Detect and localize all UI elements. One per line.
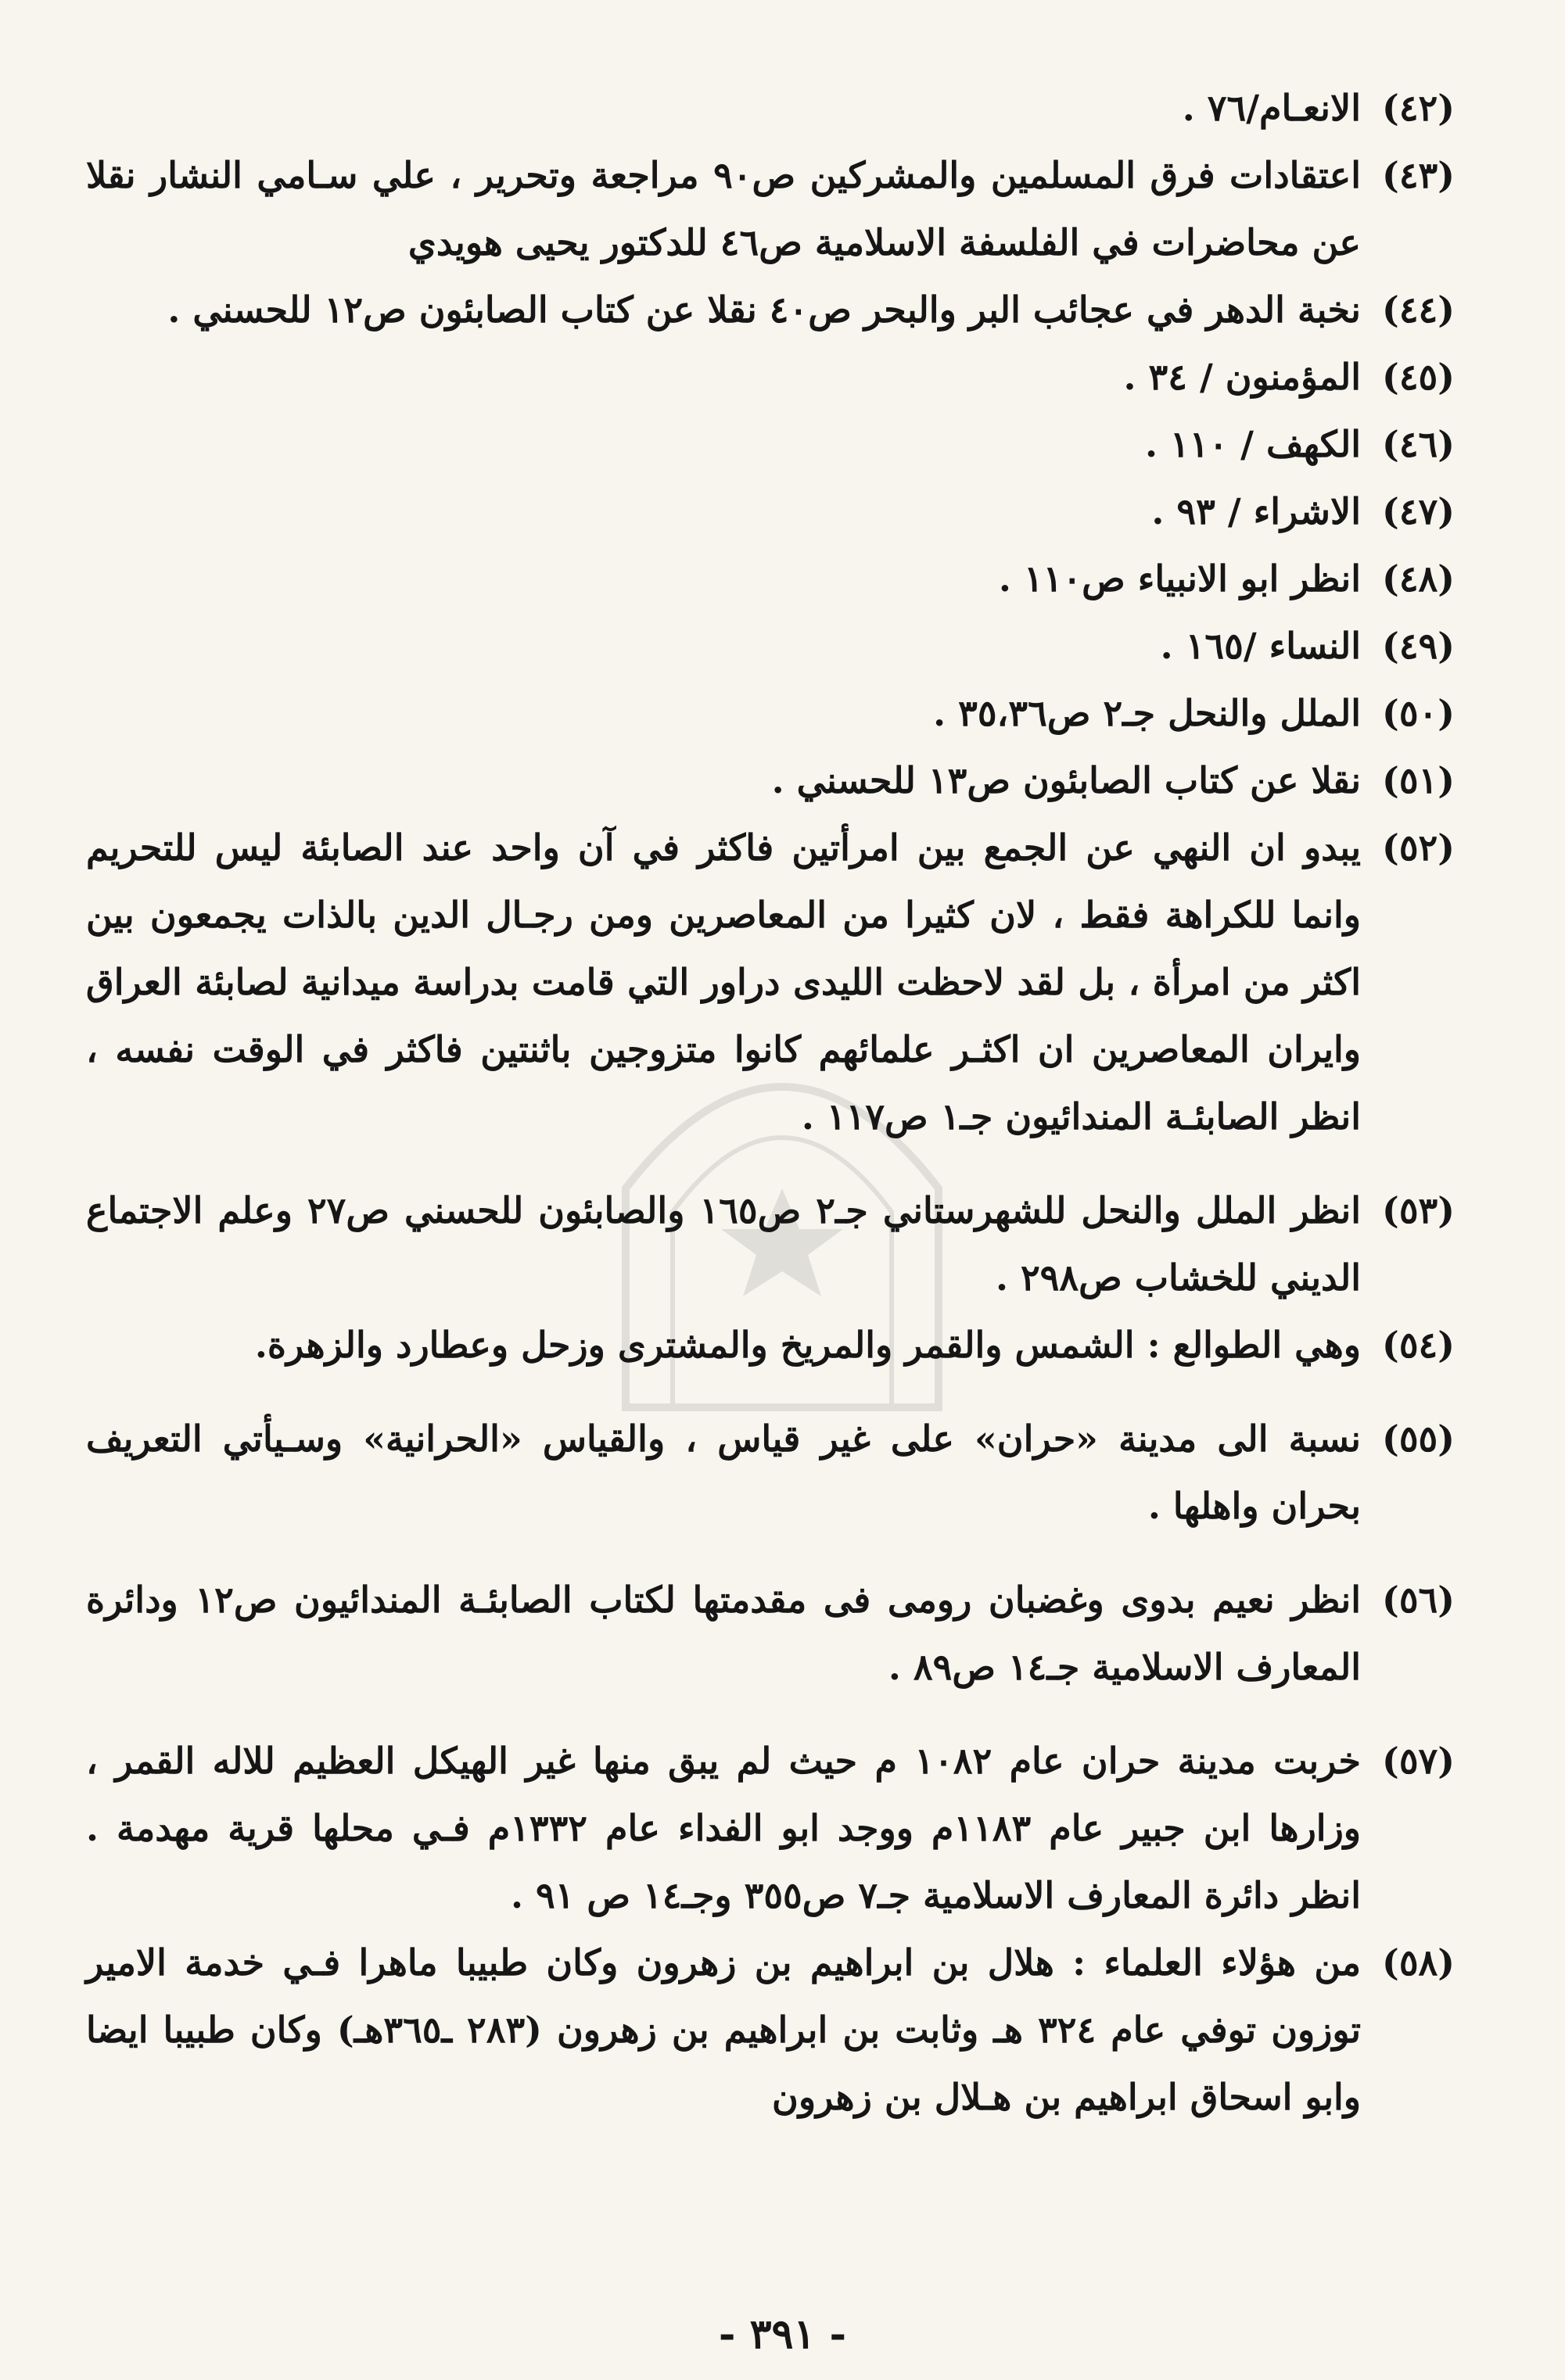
footnote-54 (86, 1311, 1455, 1378)
footnote-47 (86, 478, 1455, 545)
footnote-text: انظر الملل والنحل للشهرستاني جـ٢ ص١٦٥ والصابئون للحسني ص٢٧ وعلم الاجتماع الديني للخشاب ص٢٩٨ . (86, 1189, 1362, 1299)
footnote-text: نقلا عن كتاب الصابئون ص١٣ للحسني . (771, 759, 1361, 801)
footnote-48 (86, 545, 1455, 612)
footnote-46 (86, 410, 1455, 478)
footnote-text: الانعـام/٧٦ . (1182, 87, 1361, 129)
footnote-number: (٤٦) (1382, 423, 1455, 465)
footnote-53 (86, 1177, 1455, 1311)
footnote-text: الاشراء / ٩٣ . (1151, 490, 1361, 532)
footnote-number: (٤٢) (1382, 87, 1455, 129)
footnote-57 (86, 1727, 1455, 1929)
footnote-number: (٥٧) (1382, 1740, 1455, 1782)
footnote-number: (٤٧) (1382, 490, 1455, 532)
footnote-49 (86, 612, 1455, 679)
footnote-50 (86, 679, 1455, 747)
footnote-text: نخبة الدهر في عجائب البر والبحر ص٤٠ نقلا عن كتاب الصابئون ص١٢ للحسني . (167, 289, 1361, 331)
page-number: - ٣٩١ - (718, 2310, 847, 2358)
footnote-text: من هؤلاء العلماء : هلال بن ابراهيم بن زهرون وكان طبيبا ماهرا فـي خدمة الامير توزون توفي عام ٣٢٤ هـ وثابت بن ابراهيم بن زهرون (٢٨٣ ـ٣٦٥هـ) وكان طبيبا ايضا وابو اسحاق ابراهيم بن هـلال بن زهرون (86, 1941, 1361, 2118)
footnote-44 (86, 276, 1455, 343)
footnote-number: (٥٢) (1382, 826, 1455, 869)
footnote-56 (86, 1566, 1455, 1701)
footnote-42 (86, 74, 1455, 142)
footnote-number: (٥٥) (1382, 1418, 1455, 1460)
footnote-text: الكهف / ١١٠ . (1144, 423, 1361, 465)
footnote-52 (86, 814, 1455, 1150)
footnote-51 (86, 747, 1455, 814)
footnote-number: (٥٦) (1382, 1579, 1455, 1621)
footnote-number: (٥٨) (1382, 1941, 1455, 1984)
footnote-text: نسبة الى مدينة «حران» على غير قياس ، والقياس «الحرانية» وسـيأتي التعريف بحران واهلها . (86, 1418, 1361, 1527)
footnote-number: (٤٨) (1382, 557, 1455, 600)
footnote-text: انظر ابو الانبياء ص١١٠ . (998, 557, 1361, 600)
footnote-43 (86, 142, 1455, 276)
footnote-55 (86, 1405, 1455, 1539)
footnote-text: انظر نعيم بدوى وغضبان رومى فى مقدمتها لكتاب الصابئـة المندائيون ص١٢ ودائرة المعارف الاسلامية جـ١٤ ص٨٩ . (86, 1579, 1361, 1688)
footnote-number: (٤٣) (1382, 154, 1455, 196)
footnotes-page (86, 74, 1455, 2131)
footnote-number: (٥١) (1382, 759, 1455, 801)
footnote-number: (٥٣) (1382, 1189, 1455, 1231)
footnote-number: (٥٠) (1382, 692, 1455, 734)
footnote-text: اعتقادات فرق المسلمين والمشركين ص٩٠ مراجعة وتحرير ، علي سـامي النشار نقلا عن محاضرات في الفلسفة الاسلامية ص٤٦ للدكتور يحيى هويدي (86, 154, 1361, 263)
footnote-number: (٥٤) (1382, 1324, 1455, 1366)
footnote-number: (٤٤) (1382, 289, 1455, 331)
footnote-number: (٤٩) (1382, 625, 1455, 667)
footnote-number: (٤٥) (1382, 356, 1455, 398)
footnote-text: وهي الطوالع : الشمس والقمر والمريخ والمشترى وزحل وعطارد والزهرة. (254, 1324, 1361, 1366)
footnote-text: يبدو ان النهي عن الجمع بين امرأتين فاكثر في آن واحد عند الصابئة ليس للتحريم وانما للكراهة فقط ، لان كثيرا من المعاصرين ومن رجـال الدين بالذات يجمعون بين اكثر من امرأة ، بل لقد لاحظت الليدى دراور التي قامت بدراسة ميدانية لصابئة العراق وايران المعاصرين ان اكثـر علمائهم كانوا متزوجين باثنتين فاكثر في الوقت نفسه ، انظر الصابئـة المندائيون جـ١ ص١١٧ . (86, 826, 1361, 1138)
footnote-45 (86, 343, 1455, 410)
footnote-text: الملل والنحل جـ٢ ص٣٥،٣٦ . (933, 692, 1361, 734)
footnote-58 (86, 1929, 1455, 2131)
footnote-text: المؤمنون / ٣٤ . (1123, 356, 1361, 398)
footnote-text: النساء /١٦٥ . (1160, 625, 1361, 667)
footnote-text: خربت مدينة حران عام ١٠٨٢ م حيث لم يبق منها غير الهيكل العظيم للاله القمر ، وزارها ابن جبير عام ١١٨٣م ووجد ابو الفداء عام ١٣٣٢م فـي محلها قرية مهدمة . انظر دائرة المعارف الاسلامية جـ٧ ص٣٥٥ وجـ١٤ ص ٩١ . (86, 1740, 1362, 1916)
